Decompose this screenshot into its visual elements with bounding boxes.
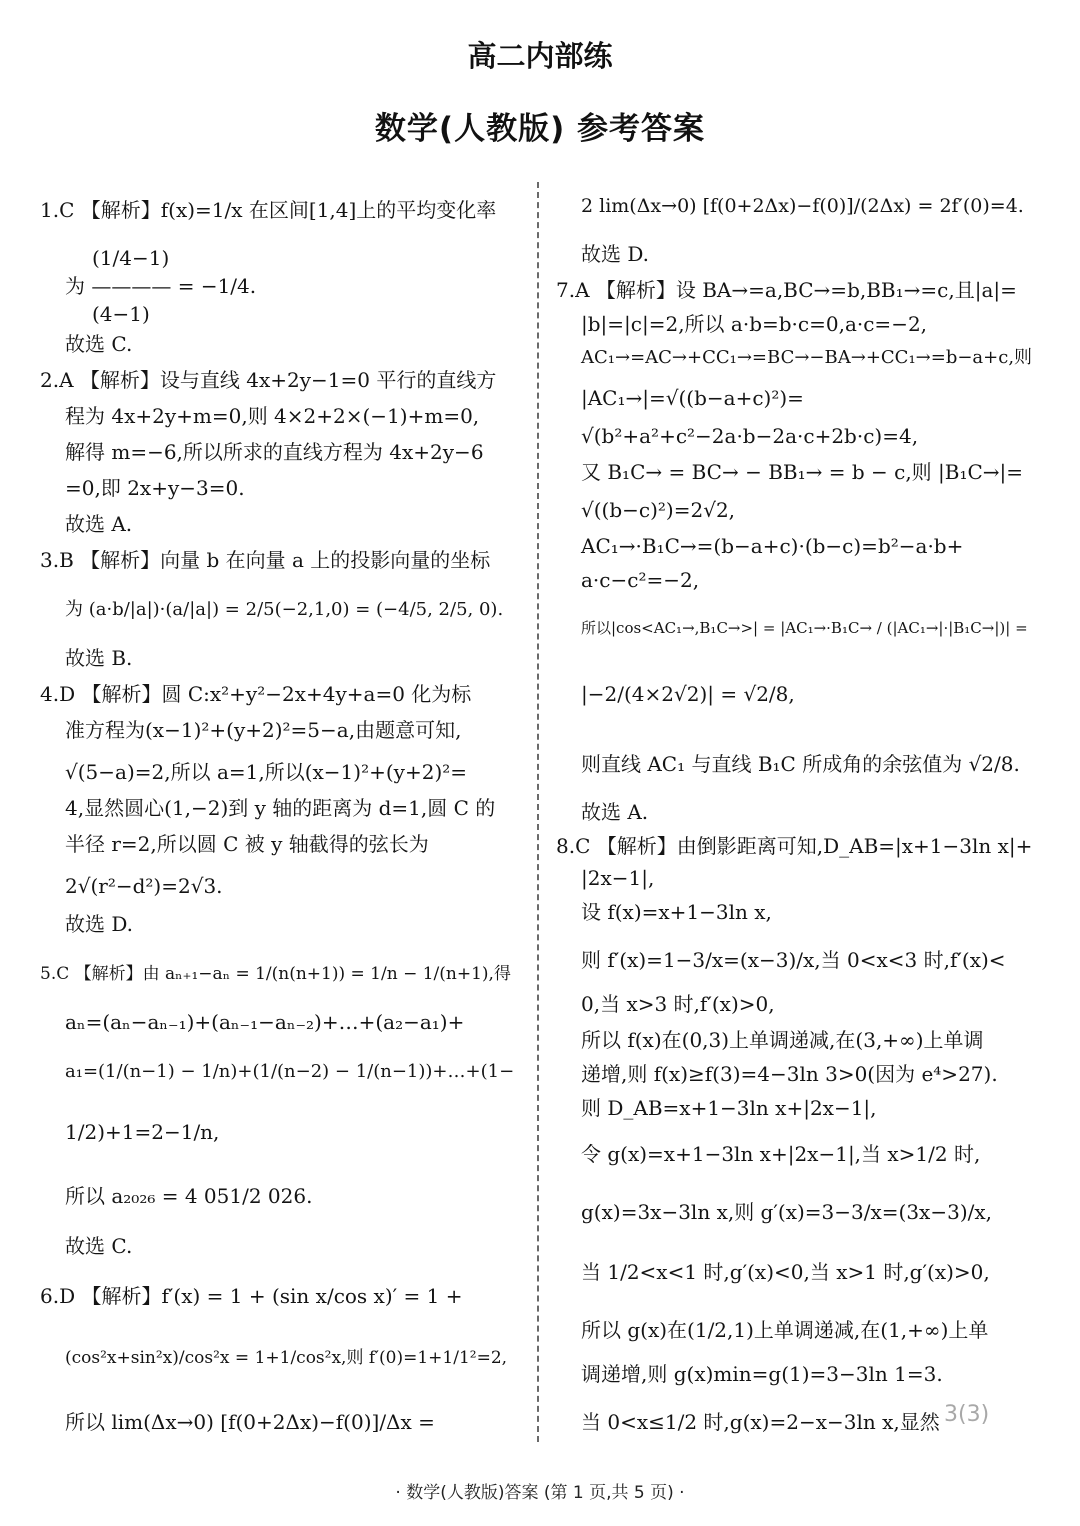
q8-line-5: 0,当 x>3 时,f′(x)>0,: [581, 992, 775, 1016]
q8-line-7: 递增,则 f(x)≥f(3)=4−3ln 3>0(因为 e⁴>27).: [581, 1062, 998, 1086]
q6-line-2: (cos²x+sin²x)/cos²x = 1+1/cos²x,则 f′(0)=1+1/1²=2,: [65, 1348, 508, 1368]
q5-line-1: 5.C 【解析】由 aₙ₊₁−aₙ = 1/(n(n+1)) = 1/n − 1/(n+1),得: [40, 964, 511, 984]
q8-line-13: 调递增,则 g(x)min=g(1)=3−3ln 1=3.: [581, 1362, 943, 1386]
q5-choice: 故选 C.: [65, 1234, 133, 1258]
q2-line-4: =0,即 2x+y−3=0.: [65, 476, 245, 500]
q7-line-6: 又 B₁C→ = BC→ − BB₁→ = b − c,则 |B₁C→|=: [581, 460, 1024, 484]
q8-line-14: 当 0<x≤1/2 时,g(x)=2−x−3ln x,显然: [581, 1410, 940, 1434]
q1-line-2: (1/4−1): [92, 246, 170, 270]
q4-line-4: 4,显然圆心(1,−2)到 y 轴的距离为 d=1,圆 C 的: [65, 796, 496, 820]
q8-line-3: 设 f(x)=x+1−3ln x,: [581, 900, 772, 924]
q6-line-4: 2 lim(Δx→0) [f(0+2Δx)−f(0)]/(2Δx) = 2f′(0)=4.: [581, 195, 1024, 217]
q1-line-1: 1.C 【解析】f(x)=1/x 在区间[1,4]上的平均变化率: [40, 198, 497, 222]
q3-line-1: 3.B 【解析】向量 b 在向量 a 上的投影向量的坐标: [40, 548, 491, 572]
q7-line-5: √(b²+a²+c²−2a·b−2a·c+2b·c)=4,: [581, 424, 919, 448]
q7-line-1: 7.A 【解析】设 BA→=a,BC→=b,BB₁→=c,且|a|=: [556, 278, 1017, 302]
q8-line-8: 则 D_AB=x+1−3ln x+|2x−1|,: [581, 1096, 877, 1120]
q5-line-5: 所以 a₂₀₂₆ = 4 051/2 026.: [65, 1184, 313, 1208]
q7-line-7: √((b−c)²)=2√2,: [581, 498, 736, 522]
q6-choice: 故选 D.: [581, 242, 650, 266]
watermark: 3(3): [944, 1402, 990, 1427]
q7-line-8: AC₁→·B₁C→=(b−a+c)·(b−c)=b²−a·b+: [581, 534, 964, 558]
q8-line-1: 8.C 【解析】由倒影距离可知,D_AB=|x+1−3ln x|+: [556, 834, 1033, 858]
column-divider: [537, 182, 539, 1442]
q2-choice: 故选 A.: [65, 512, 133, 536]
q7-line-11: |−2/(4×2√2)| = √2/8,: [581, 682, 795, 706]
q1-choice: 故选 C.: [65, 332, 133, 356]
q7-line-4: |AC₁→|=√((b−a+c)²)=: [581, 386, 804, 410]
q4-choice: 故选 D.: [65, 912, 134, 936]
q2-line-3: 解得 m=−6,所以所求的直线方程为 4x+2y−6: [65, 440, 484, 464]
q4-line-6: 2√(r²−d²)=2√3.: [65, 874, 223, 898]
q3-line-2: 为 (a·b/|a|)·(a/|a|) = 2/5(−2,1,0) = (−4/5, 2/5, 0).: [65, 599, 504, 620]
q4-line-5: 半径 r=2,所以圆 C 被 y 轴截得的弦长为: [65, 832, 429, 856]
q8-line-6: 所以 f(x)在(0,3)上单调递减,在(3,+∞)上单调: [581, 1028, 984, 1052]
q7-line-10: 所以|cos<AC₁→,B₁C→>| = |AC₁→·B₁C→ / (|AC₁→|·|B₁C→|)| =: [581, 619, 1028, 637]
q1-line-4: (4−1): [92, 302, 150, 326]
q2-line-1: 2.A 【解析】设与直线 4x+2y−1=0 平行的直线方: [40, 368, 497, 392]
page-title: 高二内部练: [467, 39, 613, 73]
q8-line-2: |2x−1|,: [581, 866, 655, 890]
page-subtitle: 数学(人教版) 参考答案: [374, 111, 706, 147]
q4-line-1: 4.D 【解析】圆 C:x²+y²−2x+4y+a=0 化为标: [40, 682, 472, 706]
q7-line-12: 则直线 AC₁ 与直线 B₁C 所成角的余弦值为 √2/8.: [581, 752, 1020, 776]
q4-line-3: √(5−a)=2,所以 a=1,所以(x−1)²+(y+2)²=: [65, 760, 468, 784]
q2-line-2: 程为 4x+2y+m=0,则 4×2+2×(−1)+m=0,: [65, 404, 480, 428]
q1-line-3: 为 ———— = −1/4.: [65, 274, 257, 298]
q8-line-9: 令 g(x)=x+1−3ln x+|2x−1|,当 x>1/2 时,: [581, 1142, 981, 1166]
q3-choice: 故选 B.: [65, 646, 133, 670]
q8-line-10: g(x)=3x−3ln x,则 g′(x)=3−3/x=(3x−3)/x,: [581, 1200, 992, 1224]
q6-line-3: 所以 lim(Δx→0) [f(0+2Δx)−f(0)]/Δx =: [65, 1410, 435, 1434]
page-footer: · 数学(人教版)答案 (第 1 页,共 5 页) ·: [395, 1483, 685, 1503]
q7-line-9: a·c−c²=−2,: [581, 568, 700, 592]
q8-line-4: 则 f′(x)=1−3/x=(x−3)/x,当 0<x<3 时,f′(x)<: [581, 948, 1006, 972]
q7-choice: 故选 A.: [581, 800, 649, 824]
q8-line-11: 当 1/2<x<1 时,g′(x)<0,当 x>1 时,g′(x)>0,: [581, 1260, 990, 1284]
q8-line-12: 所以 g(x)在(1/2,1)上单调递减,在(1,+∞)上单: [581, 1318, 989, 1342]
q6-line-1: 6.D 【解析】f′(x) = 1 + (sin x/cos x)′ = 1 +: [40, 1284, 463, 1308]
q5-line-3: a₁=(1/(n−1) − 1/n)+(1/(n−2) − 1/(n−1))+…+(1−: [65, 1061, 515, 1082]
q5-line-4: 1/2)+1=2−1/n,: [65, 1120, 220, 1144]
q4-line-2: 准方程为(x−1)²+(y+2)²=5−a,由题意可知,: [65, 718, 462, 742]
q7-line-2: |b|=|c|=2,所以 a·b=b·c=0,a·c=−2,: [581, 312, 928, 336]
q5-line-2: aₙ=(aₙ−aₙ₋₁)+(aₙ₋₁−aₙ₋₂)+…+(a₂−a₁)+: [65, 1010, 465, 1034]
q7-line-3: AC₁→=AC→+CC₁→=BC→−BA→+CC₁→=b−a+c,则: [581, 347, 1033, 368]
